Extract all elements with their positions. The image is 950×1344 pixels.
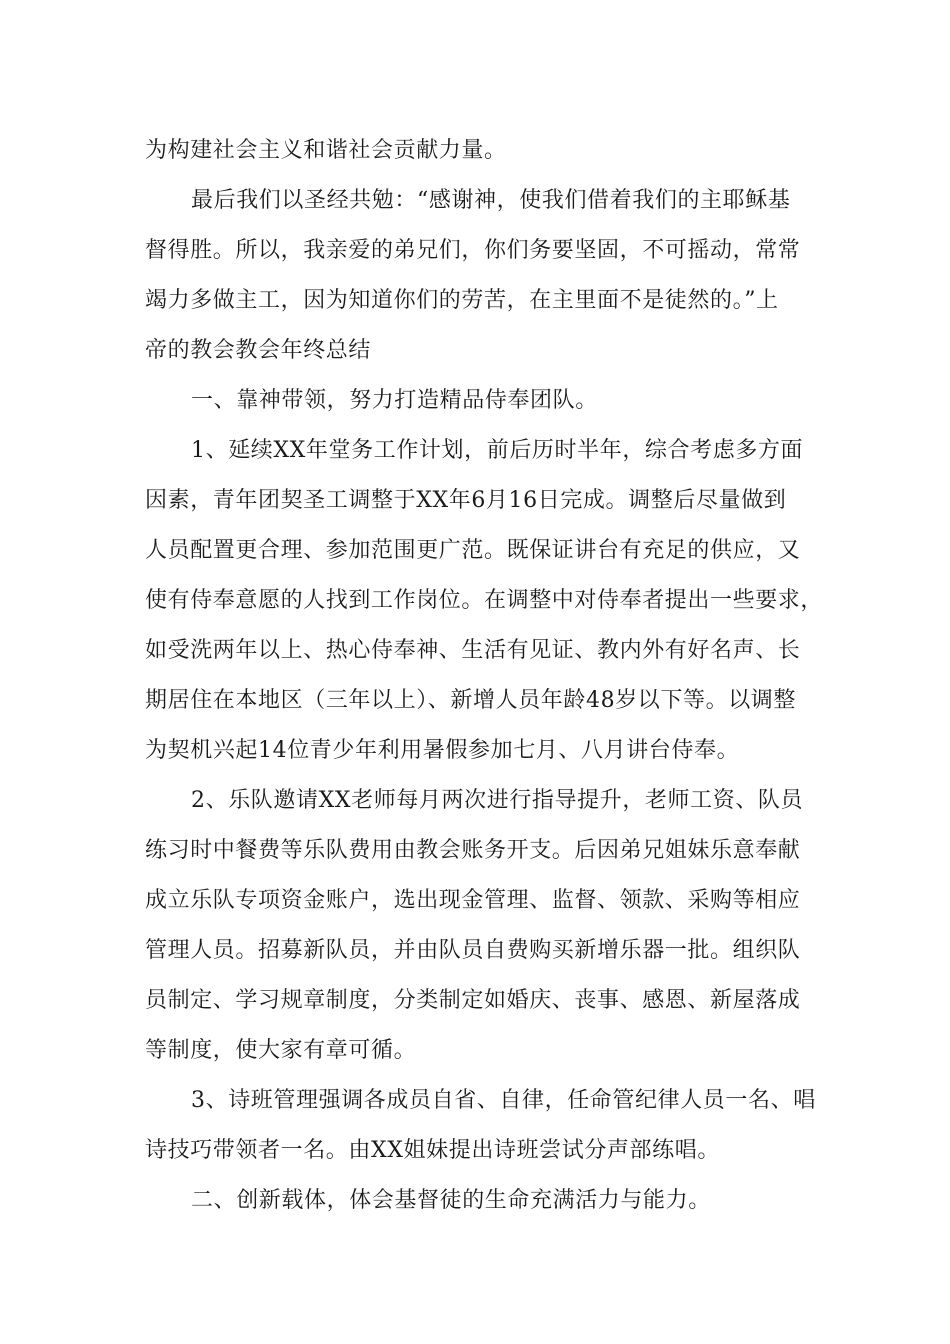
text-line: 诗技巧带领者一名。由XX姐妹提出诗班尝试分声部练唱。	[145, 1138, 720, 1163]
text-line: 因素，青年团契圣工调整于XX年6月16日完成。调整后尽量做到	[145, 488, 787, 513]
text-line: 最后我们以圣经共勉：“感谢神，使我们借着我们的主耶稣基	[191, 188, 791, 213]
text-line: 3、诗班管理强调各成员自省、自律，任命管纪律人员一名、唱	[191, 1088, 816, 1113]
text-line: 为构建社会主义和谐社会贡献力量。	[145, 138, 507, 163]
text-line: 人员配置更合理、参加范围更广范。既保证讲台有充足的供应，又	[145, 538, 801, 563]
text-line: 如受洗两年以上、热心侍奉神、生活有见证、教内外有好名声、长	[145, 638, 801, 663]
text-line: 使有侍奉意愿的人找到工作岗位。在调整中对侍奉者提出一些要求，	[145, 588, 824, 613]
text-line: 练习时中餐费等乐队费用由教会账务开支。后因弟兄姐妹乐意奉献	[145, 838, 801, 863]
text-line: 等制度，使大家有章可循。	[145, 1038, 417, 1063]
text-line: 管理人员。招募新队员，并由队员自费购买新增乐器一批。组织队	[145, 938, 801, 963]
text-line: 为契机兴起14位青少年利用暑假参加七月、八月讲台侍奉。	[145, 738, 740, 763]
text-line: 1、延续XX年堂务工作计划，前后历时半年，综合考虑多方面	[191, 438, 804, 463]
text-line: 员制定、学习规章制度，分类制定如婚庆、丧事、感恩、新屋落成	[145, 988, 801, 1013]
text-line: 帝的教会教会年终总结	[145, 338, 372, 363]
text-line: 2、乐队邀请XX老师每月两次进行指导提升，老师工资、队员	[191, 788, 804, 813]
text-line: 成立乐队专项资金账户，选出现金管理、监督、领款、采购等相应	[145, 888, 801, 913]
section-heading: 一、靠神带领，努力打造精品侍奉团队。	[191, 388, 598, 413]
text-line: 期居住在本地区（三年以上）、新增人员年龄48岁以下等。以调整	[145, 688, 796, 713]
text-line: 督得胜。所以，我亲爱的弟兄们，你们务要坚固，不可摇动，常常	[145, 238, 801, 263]
text-line: 竭力多做主工，因为知道你们的劳苦，在主里面不是徒然的。”上	[145, 288, 779, 313]
section-heading: 二、创新载体，体会基督徒的生命充满活力与能力。	[191, 1188, 711, 1213]
